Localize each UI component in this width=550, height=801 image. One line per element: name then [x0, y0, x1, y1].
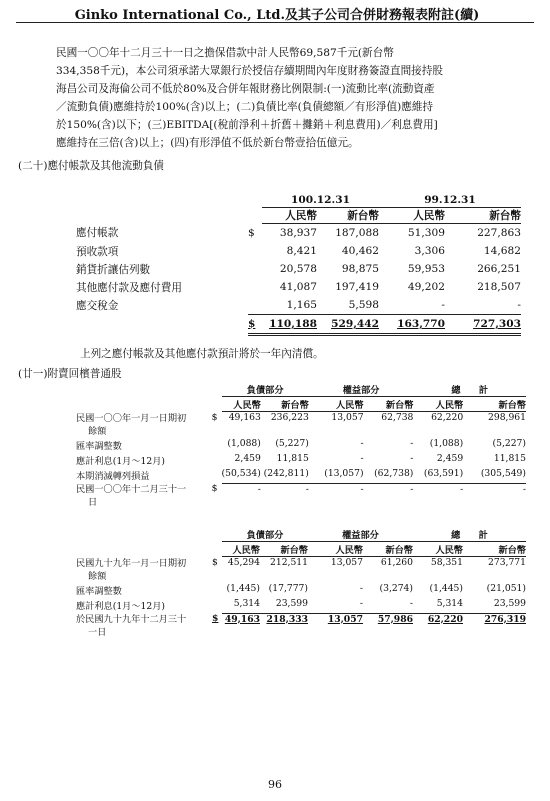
cell-value: 23,599: [463, 598, 526, 614]
cell-value: 14,682: [483, 245, 521, 257]
cell-value: 3,306: [414, 245, 445, 257]
cell-value: -: [410, 483, 414, 495]
table-row: [76, 483, 526, 509]
cell-value: (5,227): [275, 437, 309, 449]
total-row: [76, 315, 521, 335]
currency-symbol: [248, 296, 262, 315]
cell-value: (3,274): [379, 582, 413, 594]
cell-value: (242,811): [261, 468, 309, 484]
col-ntd-header: 新台幣: [261, 397, 309, 412]
paragraph-line: 應維持在三倍(含)以上；(四)有形淨值不低於新台幣壹拾伍億元。: [56, 137, 359, 149]
group-equity-header: 權益部分: [309, 382, 414, 397]
cell-value: 13,057: [327, 613, 363, 625]
col-rmb-header: 人民幣: [262, 208, 317, 224]
table-row: [76, 598, 526, 614]
cell-value: (1,445): [429, 582, 463, 594]
cell-value: 57,986: [377, 613, 413, 625]
col-ntd-header: 新台幣: [445, 208, 521, 224]
table-row: [76, 583, 526, 598]
cell-value: (63,591): [413, 468, 463, 484]
group-liability-header: 負債部分: [222, 382, 309, 397]
cell-value: -: [360, 437, 364, 449]
section-20-title: (二十)應付帳款及其他流動負債: [18, 160, 164, 172]
cell-value: 41,087: [279, 281, 317, 293]
currency-symbol: [212, 468, 222, 484]
total-value: 163,770: [379, 315, 445, 335]
cell-value: 62,220: [431, 412, 464, 423]
cell-value: 236,223: [270, 412, 309, 423]
cell-value: -: [445, 296, 521, 315]
row-label: 民國一〇〇年十二月三十一 日: [76, 484, 187, 508]
currency-symbol: [212, 438, 222, 453]
currency-symbol: [212, 453, 222, 468]
cell-value: 61,260: [380, 557, 413, 568]
cell-value: 266,251: [477, 263, 521, 275]
col-ntd-header: 新台幣: [260, 542, 308, 557]
cell-value: 1,165: [262, 296, 317, 315]
cell-value: 13,057: [331, 412, 364, 423]
currency-symbol: $: [211, 411, 218, 423]
cell-value: 23,599: [260, 598, 308, 614]
cell-value: (1,088): [227, 437, 261, 449]
table-row: [76, 278, 521, 296]
cell-value: 40,462: [341, 245, 379, 257]
cell-value: 5,314: [222, 598, 260, 614]
cell-value: -: [305, 483, 309, 495]
puttable-shares-table-2011: [76, 382, 526, 509]
cell-value: 227,863: [477, 227, 521, 239]
cell-value: 45,294: [227, 557, 260, 568]
cell-value: -: [379, 296, 445, 315]
cell-value: (13,057): [309, 468, 364, 484]
table-row: [76, 557, 526, 583]
group-liability-header: 負債部分: [222, 527, 308, 542]
cell-value: 49,163: [228, 412, 261, 423]
cell-value: 11,815: [493, 452, 526, 464]
cell-value: -: [410, 437, 414, 449]
row-label: 應計利息(1月～12月): [76, 455, 166, 467]
section-21-title: (廿一)附賣回檳普通股: [18, 368, 122, 380]
currency-symbol: $: [212, 556, 218, 568]
cell-value: 98,875: [341, 263, 379, 275]
paragraph-line: 於150%(含)以下；(三)EBITDA[(稅前淨利＋折舊＋攤銷＋利息費用)／利息費用]: [56, 119, 438, 131]
col-ntd-header: 新台幣: [317, 208, 379, 224]
payables-table: [76, 193, 521, 336]
currency-symbol: [212, 583, 222, 598]
table-row: [76, 613, 526, 639]
cell-value: 20,578: [279, 263, 317, 275]
table-row: [76, 260, 521, 278]
cell-value: 59,953: [407, 263, 445, 275]
cell-value: (21,051): [486, 582, 526, 594]
group-equity-header: 權益部分: [308, 527, 413, 542]
paragraph-line: 334,358千元)，本公司須承諾大眾銀行於授信存續期間內年度財務簽證直間接持股: [56, 65, 443, 77]
cell-value: 51,309: [407, 227, 445, 239]
col-ntd-header: 新台幣: [363, 542, 413, 557]
col-ntd-header: 新台幣: [463, 397, 526, 412]
total-value: 110,188: [262, 315, 317, 335]
row-label: 民國九十九年一月一日期初 餘額: [76, 557, 187, 582]
cell-value: (5,227): [492, 437, 526, 449]
group-total-header: 總 計: [413, 527, 526, 542]
col-ntd-header: 新台幣: [364, 397, 414, 412]
currency-symbol: $: [212, 613, 219, 624]
cell-value: 273,771: [488, 557, 526, 568]
table-row: [76, 468, 526, 484]
col-rmb-header: 人民幣: [413, 397, 463, 412]
header-rule: [16, 22, 534, 23]
paragraph-line: 海昌公司及海倫公司不低於80%及合併年報財務比例限制:(一)流動比率(流動資產: [56, 83, 435, 95]
col-rmb-header: 人民幣: [379, 208, 445, 224]
row-label: 應計利息(1月～12月): [76, 600, 166, 612]
cell-value: 49,202: [407, 281, 445, 293]
puttable-shares-table-2010: [76, 527, 526, 639]
cell-value: -: [308, 598, 363, 614]
row-label: 匯率調整數: [76, 440, 122, 452]
table-row: [76, 438, 526, 453]
cell-value: 5,598: [317, 296, 379, 315]
cell-value: (305,549): [463, 468, 526, 484]
col-ntd-header: 新台幣: [463, 542, 526, 557]
row-label: 民國一〇〇年一月一日期初 餘額: [76, 412, 187, 437]
cell-value: 218,333: [266, 613, 308, 625]
cell-value: 298,961: [488, 412, 526, 423]
cell-value: 11,815: [276, 452, 309, 464]
cell-value: -: [257, 483, 261, 495]
cell-value: -: [460, 483, 464, 495]
cell-value: 8,421: [286, 245, 317, 257]
cell-value: 58,351: [430, 557, 463, 568]
cell-value: 276,319: [484, 613, 526, 625]
cell-value: 38,937: [279, 227, 317, 239]
currency-symbol: [248, 242, 262, 260]
currency-symbol: $: [211, 483, 218, 494]
table-row: [76, 242, 521, 260]
table-row: [76, 224, 521, 243]
currency-symbol: $: [248, 315, 262, 335]
col-rmb-header: 人民幣: [413, 542, 463, 557]
cell-value: -: [410, 452, 414, 464]
currency-symbol: $: [248, 226, 255, 239]
cell-value: -: [360, 483, 364, 495]
total-value: 727,303: [445, 315, 521, 335]
cell-value: 212,511: [270, 557, 308, 568]
cell-value: 187,088: [335, 227, 379, 239]
cell-value: (1,445): [226, 582, 260, 594]
cell-value: -: [363, 598, 413, 614]
row-label: 應交稅金: [76, 299, 119, 312]
period-header-2011: 100.12.31: [262, 193, 379, 208]
row-label: 銷貨折讓估列數: [76, 263, 151, 276]
cell-value: -: [359, 582, 363, 594]
cell-value: 5,314: [413, 598, 463, 614]
cell-value: 49,163: [224, 613, 260, 625]
cell-value: (1,088): [429, 437, 464, 449]
cell-value: 13,057: [330, 557, 363, 568]
cell-value: -: [522, 483, 526, 495]
row-label: 其他應付款及應付費用: [76, 281, 182, 294]
cell-value: 218,507: [477, 281, 521, 293]
cell-value: 62,738: [381, 412, 414, 423]
cell-value: 197,419: [335, 281, 379, 293]
row-label: 應付帳款: [76, 227, 119, 240]
cell-value: -: [360, 452, 364, 464]
cell-value: 2,459: [234, 452, 261, 464]
currency-symbol: [212, 598, 222, 614]
total-value: 529,442: [317, 315, 379, 335]
row-label: 預收款項: [76, 245, 119, 258]
paragraph-line: 民國一〇〇年十二月三十一日之擔保借款中計人民幣69,587千元(新台幣: [56, 47, 394, 59]
cell-value: 2,459: [436, 452, 464, 464]
page-header-title: Ginko International Co., Ltd.及其子公司合併財務報表附註(續): [74, 8, 480, 23]
currency-symbol: [248, 278, 262, 296]
row-label: 本期消滅轉列損益: [76, 470, 150, 482]
paragraph-line: ／流動負債)應維持於100%(含)以上；(二)負債比率(負債總額／有形淨值)應維持: [56, 101, 434, 113]
col-rmb-header: 人民幣: [308, 542, 363, 557]
cell-value: (62,738): [364, 468, 414, 484]
currency-symbol: [248, 260, 262, 278]
col-rmb-header: 人民幣: [222, 542, 260, 557]
collateral-paragraph: [56, 44, 512, 152]
col-rmb-header: 人民幣: [222, 397, 261, 412]
col-rmb-header: 人民幣: [309, 397, 364, 412]
payables-note: 上列之應付帳款及其他應付款預計將於一年內清償。: [80, 348, 324, 360]
table-row: [76, 412, 526, 438]
row-label: 匯率調整數: [76, 585, 122, 597]
table-row: [76, 296, 521, 315]
group-total-header: 總 計: [413, 382, 526, 397]
cell-value: (17,777): [268, 582, 308, 594]
cell-value: (50,534): [222, 468, 261, 484]
row-label: 於民國九十九年十二月三十 一日: [76, 614, 187, 638]
page-number: 96: [268, 778, 282, 791]
table-row: [76, 453, 526, 468]
period-header-2010: 99.12.31: [379, 193, 521, 208]
cell-value: 62,220: [427, 613, 463, 625]
